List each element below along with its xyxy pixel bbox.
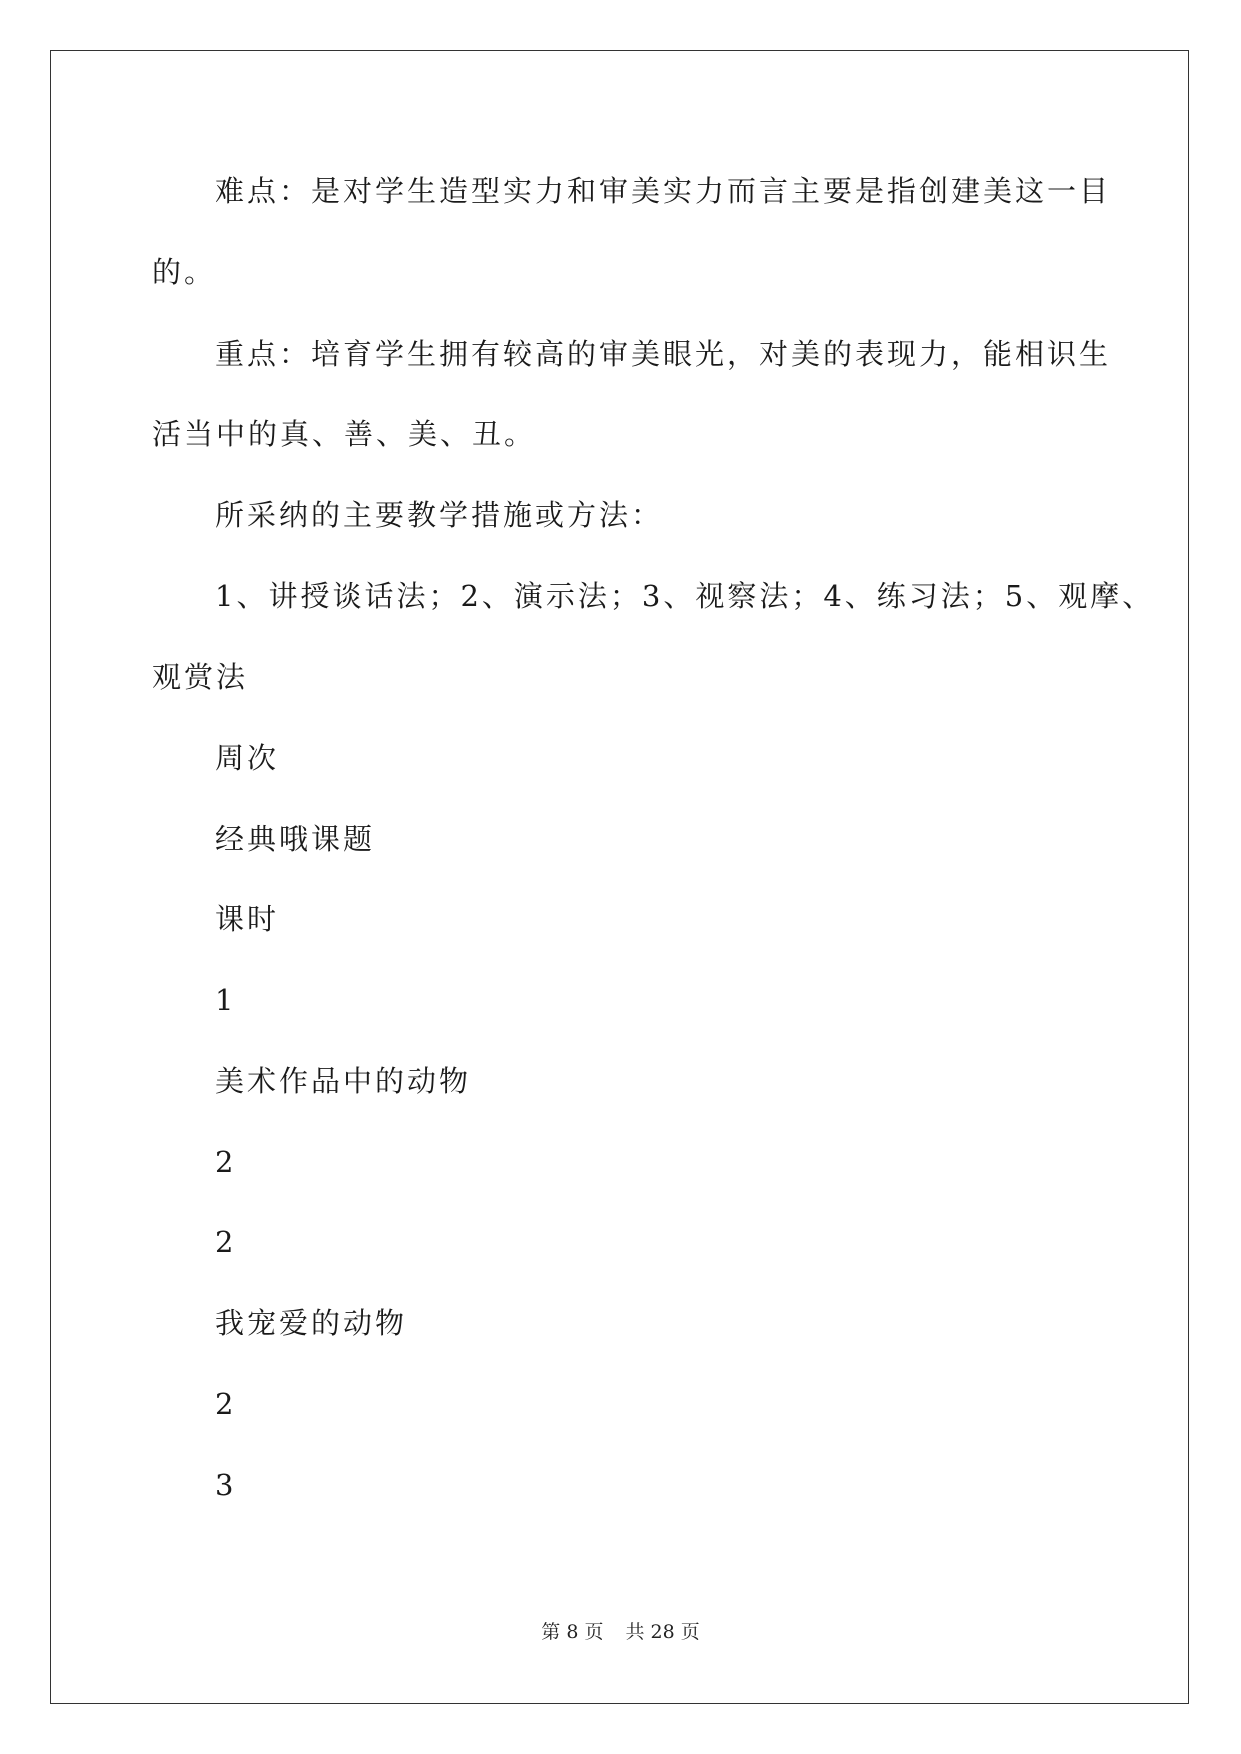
paragraph-methods-heading: 所采纳的主要教学措施或方法：: [215, 498, 664, 532]
paragraph-keypoint-cont: 活当中的真、善、美、丑。: [152, 417, 537, 451]
page-number-total: 共 28 页: [625, 1621, 700, 1643]
paragraph-difficulty-cont: 的。: [152, 255, 217, 289]
page-border: [50, 50, 1189, 1704]
paragraph-difficulty: 难点：是对学生造型实力和审美实力而言主要是指创建美这一目: [215, 174, 1112, 208]
paragraph-methods-list: 1、讲授谈话法；2、演示法；3、视察法；4、练习法；5、观摩、: [215, 579, 1155, 613]
hours-value: 2: [215, 1387, 237, 1421]
label-hours: 课时: [215, 902, 280, 936]
week-number: 2: [215, 1225, 237, 1259]
week-number: 1: [215, 983, 237, 1017]
paragraph-keypoint: 重点：培育学生拥有较高的审美眼光，对美的表现力，能相识生: [215, 337, 1112, 371]
page-number-current: 第 8 页: [541, 1621, 604, 1643]
paragraph-methods-list-cont: 观赏法: [152, 660, 249, 694]
page-footer: [0, 1617, 1241, 1647]
topic-title: 美术作品中的动物: [215, 1064, 472, 1098]
topic-title: 我宠爱的动物: [215, 1306, 408, 1340]
label-topic: 经典哦课题: [215, 822, 376, 856]
label-week: 周次: [215, 741, 280, 775]
hours-value: 2: [215, 1145, 237, 1179]
week-number: 3: [215, 1468, 237, 1502]
